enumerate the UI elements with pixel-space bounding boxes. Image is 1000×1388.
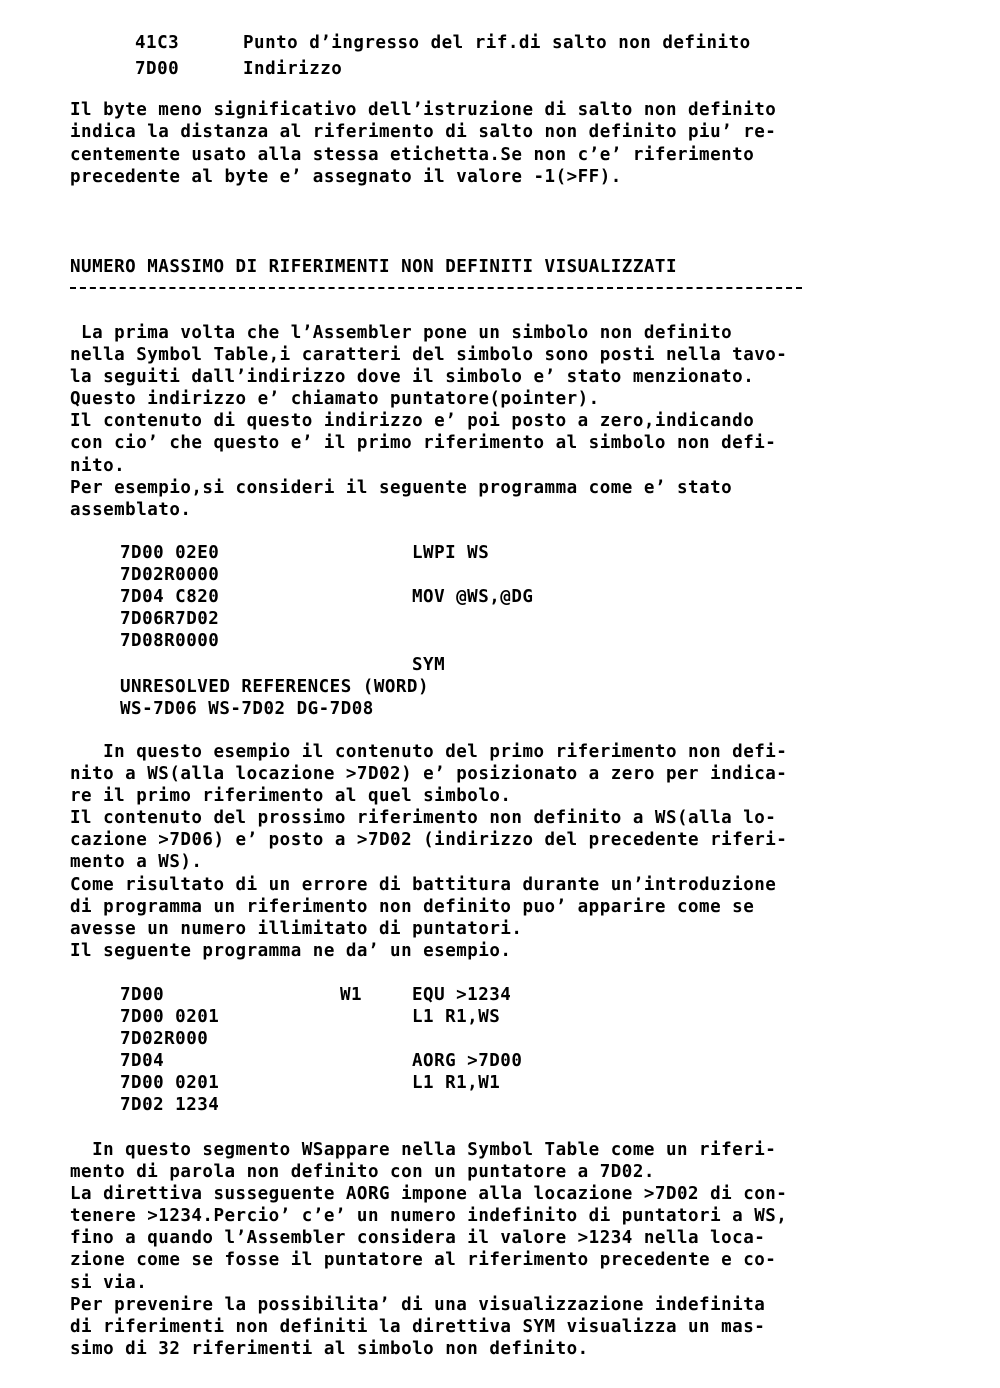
- para2-line-3: la seguiti dall’indirizzo dove il simbolo e’ stato menzionato.: [70, 367, 755, 387]
- code2-addr-2: 7D00 0201: [120, 1007, 220, 1027]
- code2-instr-2: L1 R1,WS: [412, 1007, 501, 1027]
- header-desc-1: Punto d’ingresso del rif.di salto non definito: [243, 33, 751, 53]
- section-title-underline: [70, 287, 802, 289]
- para2-line-9: assemblato.: [70, 500, 192, 520]
- para4-line-5: fino a quando l’Assembler considera il valore >1234 nella loca-: [70, 1228, 766, 1248]
- para3-line-2: nito a WS(alla locazione >7D02) e’ posizionato a zero per indica-: [70, 764, 788, 784]
- code2-instr-4: AORG >7D00: [412, 1051, 523, 1071]
- code2-instr-1: EQU >1234: [412, 985, 512, 1005]
- code1-instr-3: MOV @WS,@DG: [412, 587, 534, 607]
- para3-line-10: Il seguente programma ne da’ un esempio.: [70, 941, 512, 961]
- code2-addr-6: 7D02 1234: [120, 1095, 220, 1115]
- code1-instr-1: LWPI WS: [412, 543, 490, 563]
- code2-addr-4: 7D04: [120, 1051, 165, 1071]
- code2-label-1: W1: [340, 985, 363, 1005]
- code1-addr-3: 7D04 C820: [120, 587, 220, 607]
- para4-line-10: simo di 32 riferimenti al simbolo non definito.: [70, 1339, 589, 1359]
- para4-line-2: mento di parola non definito con un puntatore a 7D02.: [70, 1162, 655, 1182]
- para2-line-5: Il contenuto di questo indirizzo e’ poi posto a zero,indicando: [70, 411, 755, 431]
- code1-addr-5: 7D08R0000: [120, 631, 220, 651]
- code2-instr-5: L1 R1,W1: [412, 1073, 501, 1093]
- code1-unresolved: UNRESOLVED REFERENCES (WORD): [120, 677, 430, 697]
- code2-addr-3: 7D02R000: [120, 1029, 209, 1049]
- para3-line-3: re il primo riferimento al quel simbolo.: [70, 786, 512, 806]
- para2-line-6: con cio’ che questo e’ il primo riferimento al simbolo non defi-: [70, 433, 777, 453]
- para2-line-7: nito.: [70, 456, 126, 476]
- para1-line-1: Il byte meno significativo dell’istruzione di salto non definito: [70, 100, 777, 120]
- para2-line-1: La prima volta che l’Assembler pone un simbolo non definito: [70, 323, 733, 343]
- para2-line-2: nella Symbol Table,i caratteri del simbolo sono posti nella tavo-: [70, 345, 788, 365]
- para4-line-9: di riferimenti non definiti la direttiva SYM visualizza un mas-: [70, 1317, 766, 1337]
- header-code-1: 41C3: [135, 33, 180, 53]
- header-code-2: 7D00: [135, 59, 180, 79]
- para4-line-4: tenere >1234.Percio’ c’e’ un numero indefinito di puntatori a WS,: [70, 1206, 788, 1226]
- para4-line-6: zione come se fosse il puntatore al riferimento precedente e co-: [70, 1250, 777, 1270]
- para2-line-4: Questo indirizzo e’ chiamato puntatore(pointer).: [70, 389, 600, 409]
- para3-line-5: cazione >7D06) e’ posto a >7D02 (indirizzo del precedente riferi-: [70, 830, 788, 850]
- para3-line-4: Il contenuto del prossimo riferimento non definito a WS(alla lo-: [70, 808, 777, 828]
- header-desc-2: Indirizzo: [243, 59, 343, 79]
- para2-line-8: Per esempio,si consideri il seguente programma come e’ stato: [70, 478, 733, 498]
- para1-line-2: indica la distanza al riferimento di salto non definito piu’ re-: [70, 122, 777, 142]
- code1-addr-1: 7D00 02E0: [120, 543, 220, 563]
- para4-line-1: In questo segmento WSappare nella Symbol Table come un riferi-: [70, 1140, 777, 1160]
- code1-addr-2: 7D02R0000: [120, 565, 220, 585]
- para3-line-8: di programma un riferimento non definito puo’ apparire come se: [70, 897, 755, 917]
- para3-line-9: avesse un numero illimitato di puntatori.: [70, 919, 523, 939]
- code1-addr-4: 7D06R7D02: [120, 609, 220, 629]
- para3-line-1: In questo esempio il contenuto del primo riferimento non defi-: [70, 742, 788, 762]
- para3-line-6: mento a WS).: [70, 852, 203, 872]
- code1-refs: WS-7D06 WS-7D02 DG-7D08: [120, 699, 374, 719]
- para4-line-8: Per prevenire la possibilita’ di una visualizzazione indefinita: [70, 1295, 766, 1315]
- para4-line-3: La direttiva susseguente AORG impone alla locazione >7D02 di con-: [70, 1184, 788, 1204]
- para1-line-4: precedente al byte e’ assegnato il valore -1(>FF).: [70, 167, 622, 187]
- para1-line-3: centemente usato alla stessa etichetta.Se non c’e’ riferimento: [70, 145, 755, 165]
- para3-line-7: Come risultato di un errore di battitura durante un’introduzione: [70, 875, 777, 895]
- code2-addr-1: 7D00: [120, 985, 165, 1005]
- section-title: NUMERO MASSIMO DI RIFERIMENTI NON DEFINITI VISUALIZZATI: [70, 257, 677, 277]
- para4-line-7: si via.: [70, 1273, 148, 1293]
- code2-addr-5: 7D00 0201: [120, 1073, 220, 1093]
- code1-instr-6: SYM: [412, 655, 446, 675]
